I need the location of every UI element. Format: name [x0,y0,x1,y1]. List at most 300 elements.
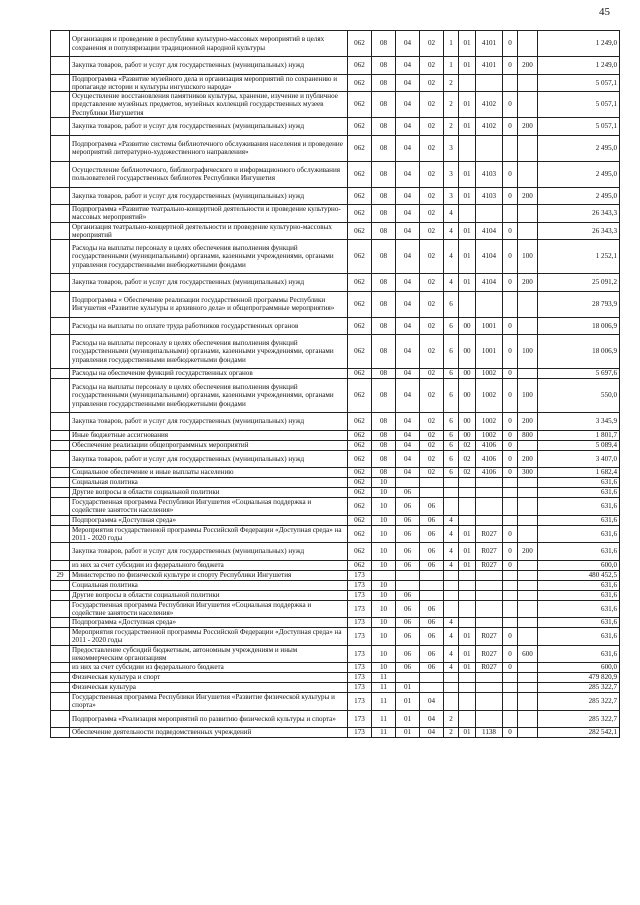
cell-name: Закупка товаров, работ и услуг для государственных (муниципальных) нужд [70,450,348,468]
cell-pr: 04 [396,57,420,75]
cell-rz: 08 [372,317,396,335]
cell-rz: 10 [372,478,396,488]
cell-dir: 1002 [476,413,503,431]
cell-no [51,205,70,223]
cell-p1: 02 [420,31,444,57]
cell-p2: 4 [444,628,459,646]
cell-dir: R027 [476,663,503,673]
cell-p1: 02 [420,369,444,379]
cell-pr: 04 [396,430,420,440]
cell-p4 [503,600,518,618]
cell-vr [518,74,538,92]
cell-gr: 062 [348,317,372,335]
table-row [51,468,620,478]
cell-dir: 4102 [476,118,503,136]
cell-p2: 6 [444,379,459,413]
cell-p4 [503,205,518,223]
cell-no [51,618,70,628]
cell-dir [476,618,503,628]
cell-gr: 062 [348,222,372,240]
cell-dir [476,600,503,618]
cell-no [51,450,70,468]
cell-name: Физическая культура [70,683,348,693]
cell-pr: 04 [396,205,420,223]
cell-p2 [444,590,459,600]
cell-vr [518,488,538,498]
cell-sum: 25 091,2 [538,274,620,292]
cell-sum: 5 089,4 [538,440,620,450]
cell-no [51,274,70,292]
cell-p2: 4 [444,560,459,570]
cell-pr: 04 [396,440,420,450]
cell-gr: 062 [348,468,372,478]
cell-name: Другие вопросы в области социальной политики [70,590,348,600]
cell-no [51,291,70,317]
cell-vr: 100 [518,240,538,274]
cell-no [51,693,70,711]
cell-sum: 1 682,4 [538,468,620,478]
cell-sum: 1 252,1 [538,240,620,274]
cell-gr: 062 [348,74,372,92]
cell-pr: 04 [396,187,420,205]
cell-p2: 4 [444,525,459,543]
cell-p2 [444,478,459,488]
cell-p3: 01 [459,92,476,118]
cell-p1 [420,488,444,498]
cell-name: Расходы на выплаты персоналу в целях обеспечения выполнения функций государственными (муниципальными) органами, казенными учреждениями, органами управления государственными внебюджетными фондами [70,240,348,274]
cell-p2: 4 [444,515,459,525]
cell-dir: 4106 [476,440,503,450]
cell-p3 [459,618,476,628]
cell-p3: 01 [459,274,476,292]
cell-dir: 4102 [476,92,503,118]
cell-p4: 0 [503,413,518,431]
cell-no [51,600,70,618]
cell-gr: 062 [348,187,372,205]
table-row [51,222,620,240]
table-row [51,488,620,498]
cell-no [51,430,70,440]
cell-vr [518,560,538,570]
table-row [51,600,620,618]
cell-gr: 062 [348,379,372,413]
cell-dir [476,693,503,711]
cell-gr: 062 [348,525,372,543]
cell-gr: 173 [348,590,372,600]
cell-no [51,543,70,561]
cell-p1: 02 [420,291,444,317]
cell-no [51,317,70,335]
cell-vr [518,600,538,618]
cell-p2: 6 [444,450,459,468]
cell-gr: 173 [348,618,372,628]
cell-vr [518,693,538,711]
cell-no [51,413,70,431]
cell-sum: 480 452,5 [538,570,620,580]
cell-pr: 04 [396,74,420,92]
cell-p1: 04 [420,710,444,728]
cell-no [51,498,70,516]
cell-p1 [420,478,444,488]
cell-name: из них за счет субсидии из федерального бюджета [70,663,348,673]
cell-p1: 02 [420,92,444,118]
cell-name: Подпрограмма «Развитие музейного дела и организация мероприятий по сохранению и пропаганде истории и культуры ингушского народа» [70,74,348,92]
cell-p4 [503,710,518,728]
cell-p1: 02 [420,74,444,92]
cell-dir: 1002 [476,369,503,379]
cell-p4 [503,498,518,516]
cell-gr: 173 [348,728,372,738]
cell-dir: 1001 [476,335,503,369]
cell-name: Закупка товаров, работ и услуг для государственных (муниципальных) нужд [70,274,348,292]
table-row [51,683,620,693]
cell-sum: 631,6 [538,590,620,600]
cell-no [51,57,70,75]
cell-no [51,710,70,728]
cell-rz: 11 [372,673,396,683]
cell-dir: 4104 [476,274,503,292]
cell-pr: 06 [396,590,420,600]
cell-p3: 01 [459,57,476,75]
table-row [51,240,620,274]
cell-dir: 4106 [476,450,503,468]
cell-rz: 08 [372,450,396,468]
cell-pr: 04 [396,274,420,292]
cell-rz: 08 [372,92,396,118]
cell-vr: 100 [518,335,538,369]
table-row [51,274,620,292]
cell-p4: 0 [503,628,518,646]
cell-pr [396,478,420,488]
cell-p4 [503,590,518,600]
cell-p1: 06 [420,525,444,543]
table-row [51,663,620,673]
cell-p2: 4 [444,645,459,663]
cell-p3: 01 [459,663,476,673]
cell-name: Государственная программа Республики Ингушетия «Социальная поддержка и содействие занятости населения» [70,498,348,516]
cell-vr [518,580,538,590]
cell-sum: 5 057,1 [538,118,620,136]
cell-no [51,161,70,187]
table-row [51,413,620,431]
cell-gr: 062 [348,560,372,570]
cell-sum: 479 820,9 [538,673,620,683]
cell-rz: 08 [372,335,396,369]
cell-name: Социальная политика [70,478,348,488]
cell-p2: 2 [444,92,459,118]
cell-sum: 285 322,7 [538,683,620,693]
cell-p4 [503,683,518,693]
cell-sum: 1 801,7 [538,430,620,440]
cell-gr: 062 [348,205,372,223]
cell-p1: 02 [420,222,444,240]
cell-p1: 02 [420,430,444,440]
cell-p4: 0 [503,317,518,335]
cell-vr: 300 [518,468,538,478]
cell-vr [518,369,538,379]
cell-vr [518,31,538,57]
cell-dir: 4104 [476,222,503,240]
cell-rz: 08 [372,57,396,75]
cell-gr: 062 [348,57,372,75]
cell-sum: 285 322,7 [538,693,620,711]
cell-rz: 10 [372,525,396,543]
cell-pr: 04 [396,335,420,369]
cell-p3 [459,291,476,317]
cell-p1: 04 [420,728,444,738]
cell-dir: 4103 [476,187,503,205]
cell-pr: 04 [396,468,420,478]
cell-sum: 5 057,1 [538,92,620,118]
cell-p1: 02 [420,205,444,223]
budget-table-body [51,31,620,738]
cell-sum: 2 495,0 [538,161,620,187]
cell-no [51,379,70,413]
cell-vr [518,161,538,187]
cell-rz: 08 [372,274,396,292]
cell-p2: 4 [444,222,459,240]
cell-p1: 06 [420,498,444,516]
cell-no [51,515,70,525]
cell-vr: 200 [518,274,538,292]
cell-rz: 08 [372,205,396,223]
cell-p4: 0 [503,430,518,440]
table-row [51,118,620,136]
cell-dir [476,291,503,317]
cell-p3: 02 [459,440,476,450]
cell-dir [476,488,503,498]
table-row [51,161,620,187]
cell-p3 [459,673,476,683]
cell-sum: 5 057,1 [538,74,620,92]
cell-vr [518,570,538,580]
cell-p3 [459,693,476,711]
cell-gr: 173 [348,570,372,580]
cell-p2: 4 [444,543,459,561]
cell-p3: 01 [459,645,476,663]
cell-p1: 06 [420,618,444,628]
cell-vr [518,728,538,738]
cell-pr: 04 [396,240,420,274]
cell-gr: 062 [348,335,372,369]
cell-no [51,187,70,205]
cell-dir [476,478,503,488]
cell-dir: R027 [476,560,503,570]
cell-vr [518,618,538,628]
cell-no [51,240,70,274]
cell-sum: 1 249,0 [538,31,620,57]
cell-p1: 02 [420,187,444,205]
cell-name: Мероприятия государственной программы Российской Федерации «Доступная среда» на 2011 - 2020 годы [70,525,348,543]
cell-name: Государственная программа Республики Ингушетия «Развитие физической культуры и спорта» [70,693,348,711]
cell-p4 [503,488,518,498]
cell-p1: 02 [420,450,444,468]
cell-name: Мероприятия государственной программы Российской Федерации «Доступная среда» на 2011 - 2020 годы [70,628,348,646]
cell-vr: 800 [518,430,538,440]
cell-sum: 282 542,1 [538,728,620,738]
cell-sum: 631,6 [538,515,620,525]
cell-no [51,468,70,478]
cell-rz: 08 [372,161,396,187]
cell-p4: 0 [503,222,518,240]
cell-rz: 08 [372,379,396,413]
cell-dir [476,710,503,728]
cell-p3 [459,570,476,580]
cell-sum: 26 343,3 [538,205,620,223]
cell-p2 [444,683,459,693]
cell-name: Подпрограмма «Доступная среда» [70,618,348,628]
cell-pr: 06 [396,525,420,543]
cell-p3 [459,478,476,488]
cell-pr: 06 [396,498,420,516]
cell-p1: 02 [420,379,444,413]
cell-p3 [459,710,476,728]
cell-pr: 06 [396,645,420,663]
cell-pr [396,570,420,580]
cell-p4: 0 [503,525,518,543]
cell-gr: 173 [348,693,372,711]
cell-p4: 0 [503,645,518,663]
cell-rz: 10 [372,488,396,498]
cell-p3: 00 [459,335,476,369]
cell-sum: 26 343,3 [538,222,620,240]
cell-p4 [503,478,518,488]
cell-no [51,683,70,693]
cell-rz: 10 [372,618,396,628]
cell-pr: 04 [396,450,420,468]
cell-p4: 0 [503,31,518,57]
cell-gr: 062 [348,450,372,468]
cell-rz: 10 [372,580,396,590]
cell-name: Подпрограмма «Доступная среда» [70,515,348,525]
cell-p3: 01 [459,118,476,136]
cell-p4: 0 [503,663,518,673]
cell-p1 [420,673,444,683]
cell-pr: 04 [396,222,420,240]
cell-p1 [420,570,444,580]
cell-p1: 04 [420,693,444,711]
cell-sum: 631,6 [538,543,620,561]
cell-dir [476,74,503,92]
cell-gr: 062 [348,413,372,431]
cell-name: Социальное обеспечение и иные выплаты населению [70,468,348,478]
cell-p2: 4 [444,663,459,673]
cell-name: Расходы на обеспечение функций государственных органов [70,369,348,379]
cell-sum: 631,6 [538,580,620,590]
cell-vr [518,440,538,450]
cell-p4: 0 [503,187,518,205]
cell-name: Предоставление субсидий бюджетным, автономным учреждениям и иным некоммерческим организациям [70,645,348,663]
cell-p3 [459,488,476,498]
cell-p2 [444,580,459,590]
cell-pr: 04 [396,317,420,335]
cell-p1: 02 [420,317,444,335]
cell-vr: 200 [518,543,538,561]
cell-no [51,673,70,683]
cell-gr: 062 [348,161,372,187]
cell-no [51,74,70,92]
cell-no [51,728,70,738]
cell-gr: 062 [348,440,372,450]
cell-p4 [503,693,518,711]
cell-rz: 08 [372,74,396,92]
cell-pr: 04 [396,135,420,161]
cell-sum: 631,6 [538,628,620,646]
cell-name: Закупка товаров, работ и услуг для государственных (муниципальных) нужд [70,187,348,205]
cell-dir: 1002 [476,430,503,440]
cell-gr: 062 [348,240,372,274]
cell-p1: 02 [420,240,444,274]
cell-p1: 02 [420,135,444,161]
cell-p3 [459,590,476,600]
cell-p2: 6 [444,440,459,450]
cell-p4: 0 [503,379,518,413]
cell-name: Закупка товаров, работ и услуг для государственных (муниципальных) нужд [70,57,348,75]
cell-p3: 01 [459,240,476,274]
cell-name: Социальная политика [70,580,348,590]
cell-rz: 11 [372,683,396,693]
cell-no [51,335,70,369]
cell-p4: 0 [503,440,518,450]
cell-pr: 04 [396,92,420,118]
table-row [51,135,620,161]
cell-name: Физическая культура и спорт [70,673,348,683]
cell-rz: 08 [372,31,396,57]
cell-rz: 10 [372,560,396,570]
table-row [51,450,620,468]
cell-gr: 062 [348,478,372,488]
cell-dir [476,673,503,683]
cell-name: Организация театрально-концертной деятельности и проведение культурно-массовых мероприятий [70,222,348,240]
cell-dir: 1001 [476,317,503,335]
cell-no [51,222,70,240]
table-row [51,618,620,628]
table-row [51,543,620,561]
cell-no [51,663,70,673]
cell-sum: 5 697,6 [538,369,620,379]
cell-pr [396,673,420,683]
cell-p3: 01 [459,525,476,543]
cell-pr: 04 [396,161,420,187]
cell-vr [518,291,538,317]
cell-gr: 062 [348,498,372,516]
cell-p4: 0 [503,57,518,75]
cell-pr: 04 [396,379,420,413]
cell-gr: 062 [348,291,372,317]
table-row [51,710,620,728]
cell-rz: 08 [372,413,396,431]
cell-sum: 631,6 [538,488,620,498]
cell-p2: 2 [444,728,459,738]
cell-gr: 062 [348,135,372,161]
table-row [51,590,620,600]
cell-pr: 06 [396,543,420,561]
cell-p3 [459,600,476,618]
cell-rz: 08 [372,468,396,478]
cell-gr: 062 [348,515,372,525]
cell-no [51,525,70,543]
cell-p3 [459,580,476,590]
cell-p4 [503,135,518,161]
cell-no [51,488,70,498]
cell-p3: 00 [459,379,476,413]
cell-no [51,645,70,663]
cell-pr: 06 [396,628,420,646]
cell-rz: 10 [372,628,396,646]
cell-vr [518,205,538,223]
cell-rz [372,570,396,580]
table-row [51,570,620,580]
